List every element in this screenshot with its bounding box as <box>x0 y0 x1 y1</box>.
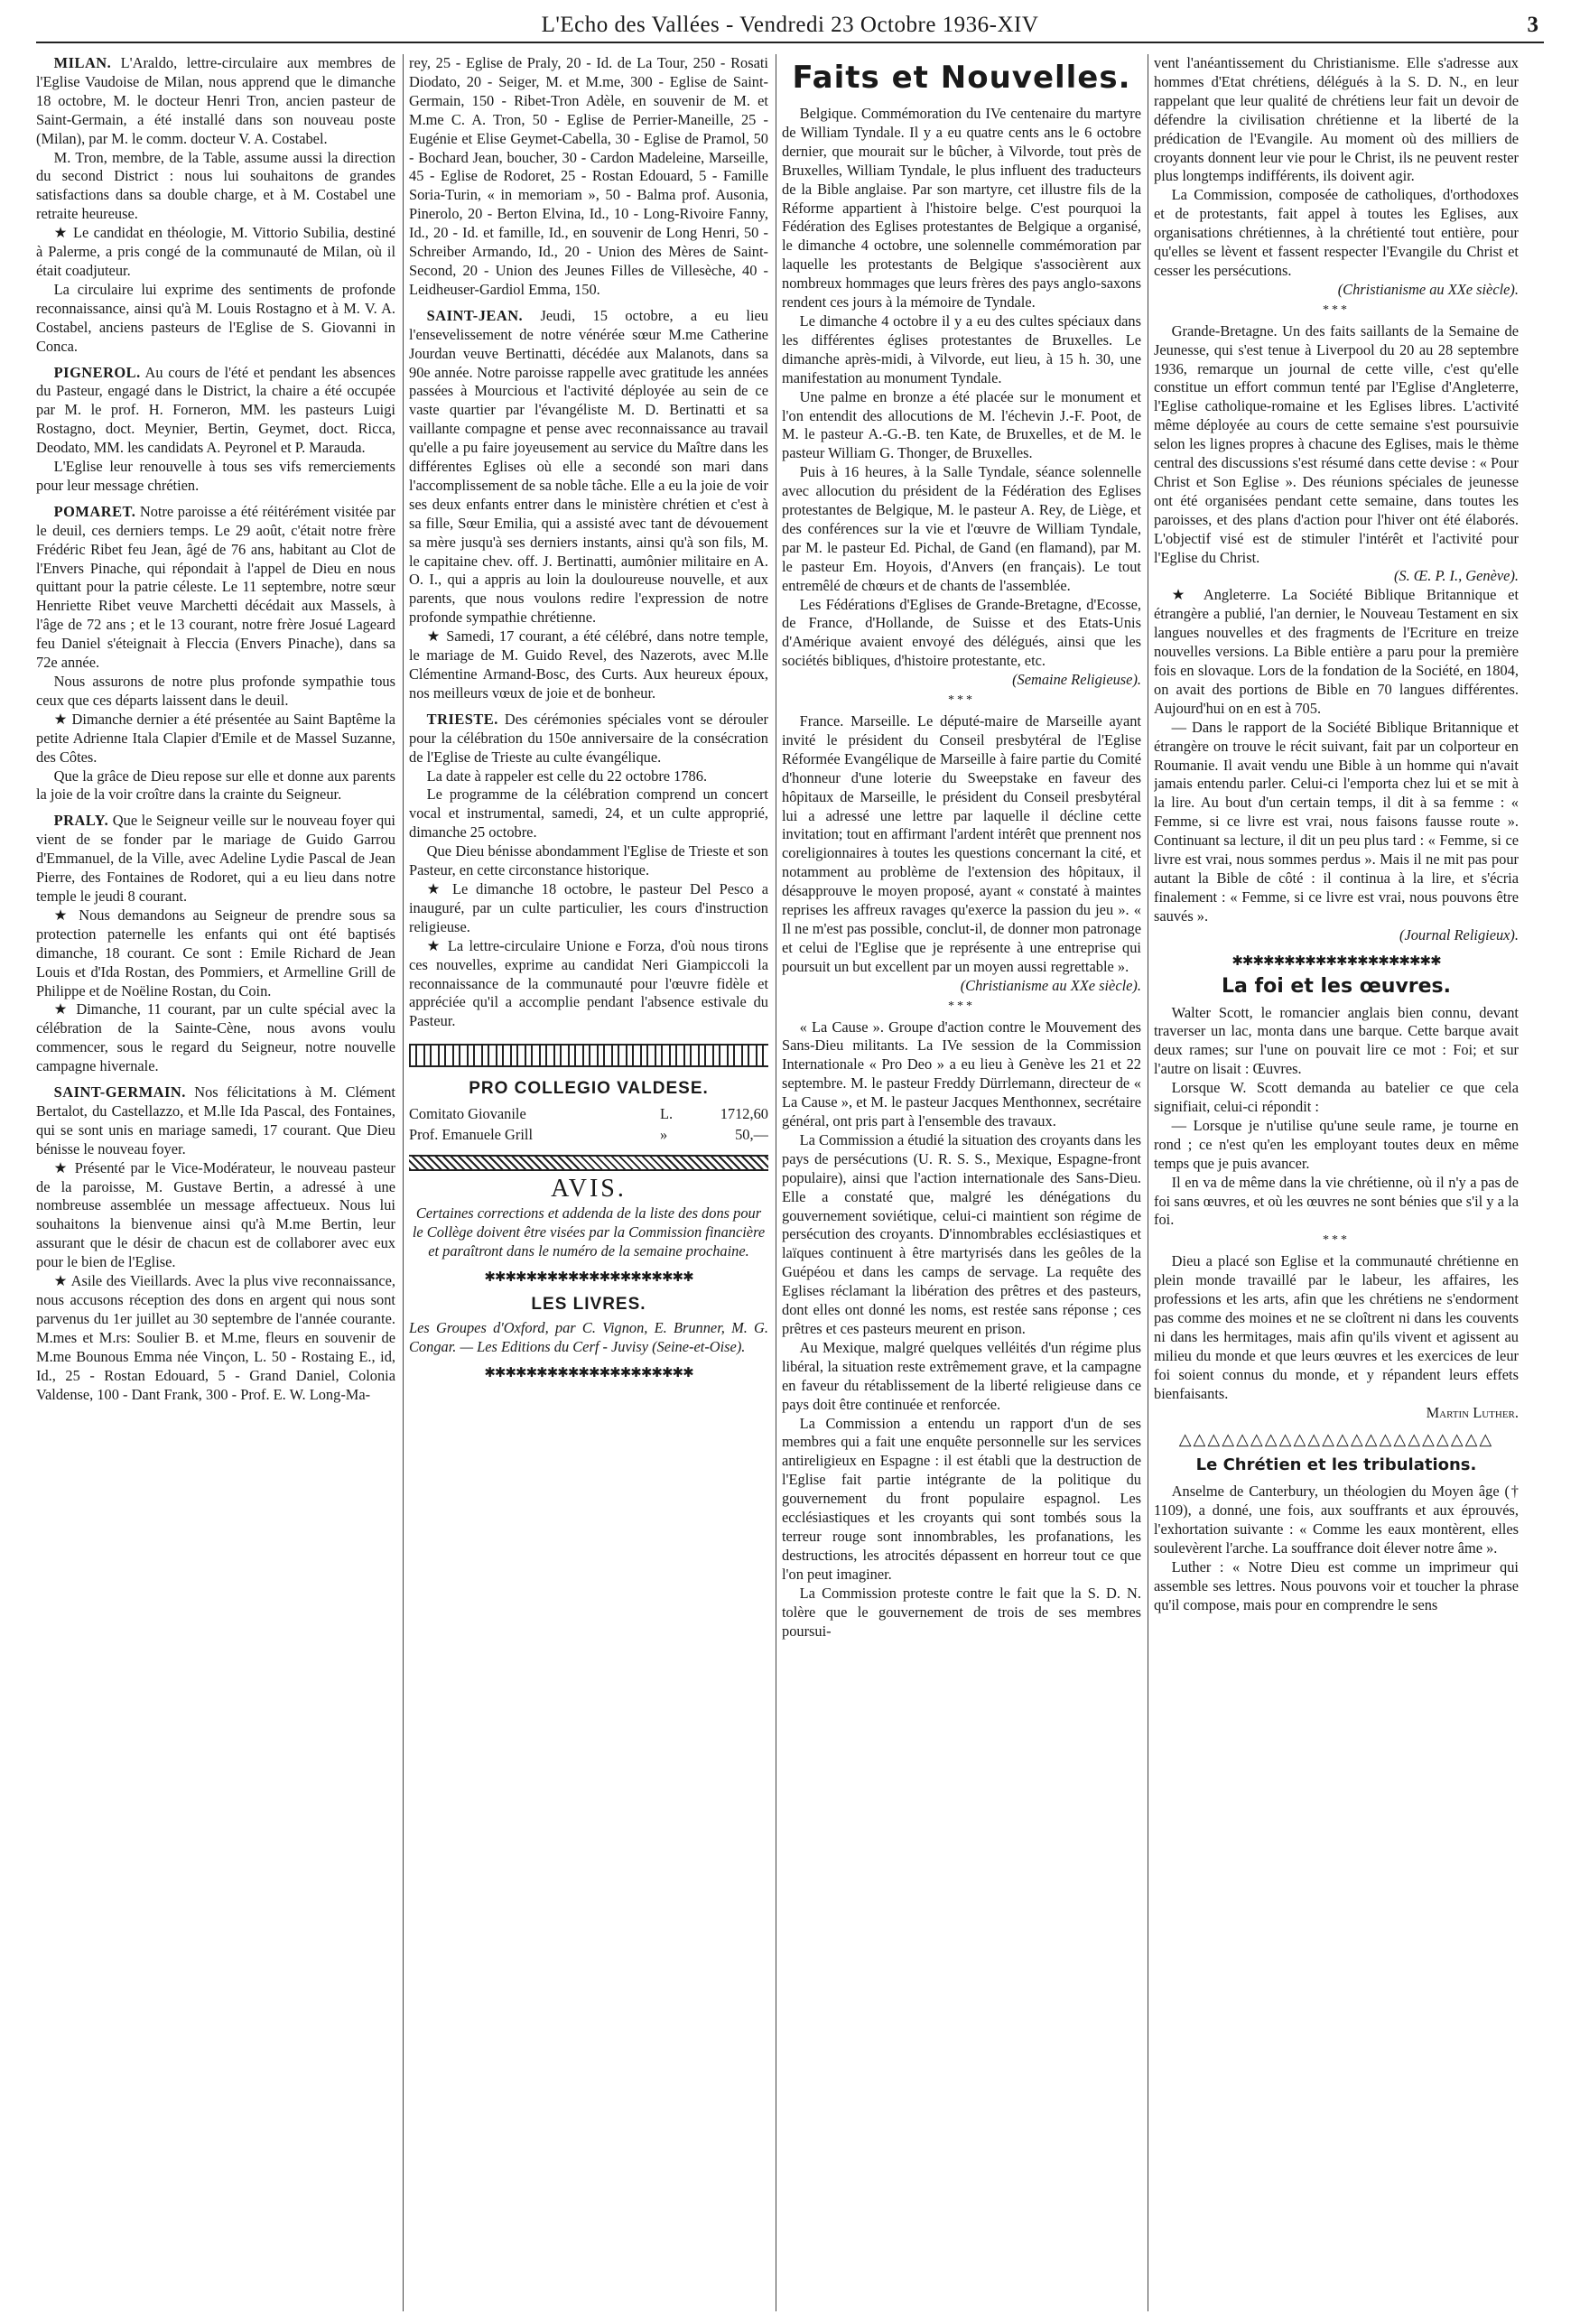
paragraph: Que Dieu bénisse abondamment l'Eglise de Trieste et son Pasteur, en cette circonstance historique. <box>409 842 768 879</box>
paragraph: La Commission proteste contre le fait que la S. D. N. tolère que le gouvernement de trois de ses membres poursui- <box>782 1584 1141 1640</box>
paragraph: — Lorsque je n'utilise qu'une seule rame, je tourne en rond ; ce n'est qu'en les employant toutes deux en même temps que je puis avancer. <box>1154 1116 1519 1172</box>
column-1 <box>36 54 395 2311</box>
place-name: SAINT-GERMAIN. <box>53 1083 186 1102</box>
paragraph: ★ Nous demandons au Seigneur de prendre sous sa protection paternelle les enfants qui ont été baptisés dimanche, 18 courant. Ce sont : Emile Richard de Jean Louis et d'Ida Rostan, des Pommiers, et Armelline Grill de Philippe et de Noëline Rostan, du Coin. <box>36 906 395 999</box>
separator: *** <box>948 693 975 708</box>
paragraph: M. Tron, membre, de la Table, assume aussi la direction du second District : nous lui souhaitons de grandes satisfactions dans sa double charge, et à M. Costabel une retraite heureuse. <box>36 148 395 223</box>
paragraph: La Commission a entendu un rapport d'un de ses membres qui a fait une enquête personnelle sur les services antireligieux en Espagne : il est établi que la destruction de l'Eglise fait partie intégrante de la politique du gouvernement du front populaire espagnol. Les ecclésiastiques et les croyants qui sont tombés sous la terreur rouge sont innombrables, les profanations, les destructions, les atrocités dépassent en horreur tout ce que l'on peut imaginer. <box>782 1414 1141 1583</box>
paragraph: La date à rappeler est celle du 22 octobre 1786. <box>426 767 708 785</box>
paragraph: La Commission, composée de catholiques, d'orthodoxes et de protestants, fait appel à toutes les Eglises, aux organisations chrétiennes, à la chrétienté tout entière, pour qu'elles se lèvent et fassent respecter l'Evangile du Christ et cesser les persécutions. <box>1154 186 1519 279</box>
column-4 <box>1154 54 1519 2311</box>
paragraph: « La Cause ». Groupe d'action contre le Mouvement des Sans-Dieu militants. La IVe session de la Commission Internationale « Pro Deo » a eu lieu à Genève les 21 et 22 septembre. M. le pasteur Freddy Dürrlemann, directeur de « La Cause », et M. le pasteur Jacques Menthonnex, secrétaire général, ont pris part à l'ensemble des travaux. <box>782 1018 1141 1130</box>
donor-name: Prof. Emanuele Grill <box>409 1126 534 1144</box>
paragraph: vent l'anéantissement du Christianisme. Elle s'adresse aux hommes d'Etat chrétiens, délégués à la S. D. N., en leur rappelant que leur qualité de chrétiens leur fait un devoir de défendre la civilisation chrétienne et la liberté de la prédication de l'Evangile. Au moment où des milliers de croyants donnent leur vie pour le Christ, ils ne peuvent rester plus longtemps indifférents, ils doivent agir. <box>1154 54 1519 185</box>
place-name: PRALY. <box>53 812 109 830</box>
table-row <box>409 1104 768 1125</box>
place-name: TRIESTE. <box>426 710 498 728</box>
paragraph: Dieu a placé son Eglise et la communauté chrétienne en plein monde travaillé par le labeur, les affaires, les professions et les arts, afin que les chrétiens ne s'endorment pas comme des moines et ne se cloîtrent ni dans les couvents ni dans les hermitages, mais afin qu'ils vivent et agissent au milieu du monde et que leurs œuvres et les exercices de leur foi soient connus du monde, et y répandent leurs effets bienfaisants. <box>1154 1252 1519 1402</box>
page-number: 3 <box>1527 13 1538 37</box>
column-3 <box>782 54 1141 2311</box>
paragraph: ★ Asile des Vieillards. Avec la plus vive reconnaissance, nous accusons réception des dons en argent qui nous sont parvenus du 1er juillet au 30 septembre de l'année courante. M.mes et M.rs: Soulier B. et M.me, fleurs en souvenir de M.me Bounous Emma née Vinçon, L. 50 - Rostaing E., id, Id., 25 - Rostan Edouard, 5 - Grand Daniel, Colonia Valdense, 100 - Dant Frank, 300 - Prof. E. W. Long-Ma- <box>36 1272 395 1403</box>
article-milan: MILAN. L'Araldo, lettre-circulaire aux membres de l'Eglise Vaudoise de Milan, nous apprend que le dimanche 18 octobre, M. le docteur Henri Tron, ancien pasteur de Saint-Germain, a été installé dans son nouveau poste (Milan), par M. le comm. docteur V. A. Costabel. <box>36 54 395 147</box>
citation: (S. Œ. P. I., Genève). <box>1393 567 1519 585</box>
article-saint-germain: SAINT-GERMAIN. Nos félicitations à M. Clément Bertalot, du Castellazzo, et M.lle Ida Pascal, des Fontaines, qui se sont unis en mariage samedi, 17 courant. Que Dieu bénisse le nouveau foyer. <box>36 1083 395 1157</box>
masthead-title: L'Echo des Vallées - Vendredi 23 Octobre 1936-XIV <box>541 13 1039 37</box>
currency: » <box>660 1126 668 1144</box>
paragraph: Les Fédérations d'Eglises de Grande-Bretagne, d'Ecosse, de France, d'Hollande, de Suisse et des Etats-Unis d'Amérique avaient envoyé des délégués, ainsi que les sociétés bibliques, d'histoire protestante, etc. <box>782 595 1141 670</box>
place-name: POMARET. <box>53 502 136 520</box>
separator: *** <box>1323 1233 1350 1248</box>
paragraph: ★ Le candidat en théologie, M. Vittorio Subilia, destiné à Palerme, a pris congé de la communauté de Milan, où il était coadjuteur. <box>36 224 395 279</box>
paragraph: Walter Scott, le romancier anglais bien connu, devant traverser un lac, monta dans une barque. Cette barque avait deux rames; sur l'une on pouvait lire ce mot : Foi; et sur l'autre on lisait : Œuvres. <box>1154 1003 1519 1078</box>
amount: 50,— <box>735 1126 768 1144</box>
ornamental-border: ✱✱✱✱✱✱✱✱✱✱✱✱✱✱✱✱✱✱✱✱ <box>484 1366 693 1381</box>
paragraph: Anselme de Canterbury, un théologien du Moyen âge († 1109), a donné, une fois, aux souffrants et aux éprouvés, l'exhortation suivante : « Comme les eaux montèrent, elles soulevèrent l'arche. La souffrance doit élever notre âme ». <box>1154 1483 1519 1557</box>
ornamental-border: △△△△△△△△△△△△△△△△△△△△△△ <box>1178 1431 1494 1448</box>
avis-heading: AVIS. <box>551 1174 627 1203</box>
paragraph: — Dans le rapport de la Société Biblique Britannique et étrangère on trouve le récit suivant, fait par un colporteur en Roumanie. Il avait vendu une Bible à un homme qui n'avait jamais entendu parler. Celui-ci l'emporta chez lui et se mit à la lire. Au bout d'un certain temps, il dit à sa femme : « Femme, si ce livre est vrai, nous faisons fausse route ». Continuant sa lecture, il dit un peu plus tard : « Femme, si ce livre est vrai, nous sommes perdus ». Mais il ne mit pas pour autant la Bible de côté : il continua à la lire, et s'écria finalement : « Femme, si ce livre est vrai, nous pouvons être sauvés ». <box>1154 718 1519 925</box>
collegio-heading: PRO COLLEGIO VALDESE. <box>469 1079 709 1099</box>
paragraph: Luther : « Notre Dieu est comme un imprimeur qui assemble ses lettres. Nous pouvons voir et toucher la phrase qu'il compose, mais pour en comprendre le sens <box>1154 1557 1519 1613</box>
ornamental-border: ✱✱✱✱✱✱✱✱✱✱✱✱✱✱✱✱✱✱✱✱ <box>484 1269 693 1285</box>
paragraph: Que la grâce de Dieu repose sur elle et donne aux parents la joie de la voir croître dans la crainte du Seigneur. <box>36 767 395 804</box>
paragraph: ★ Angleterre. La Société Biblique Britannique et étrangère a publié, l'an dernier, le Nouveau Testament en six langues nouvelles et des fragments de l'Ecriture en treize nouvelles versions. La Bible entière a paru pour la première fois en slovaque. Lors de la fondation de la Société, en 1804, on avait des portions de Bible en 70 langues différentes. Aujourd'hui on en est à 705. <box>1154 586 1519 717</box>
paragraph: Au Mexique, malgré quelques velléités d'un régime plus libéral, la situation reste extrêmement grave, et la campagne en faveur du rétablissement de la liberté religieuse dans ce pays doit être continuée et renforcée. <box>782 1338 1141 1413</box>
currency: L. <box>660 1105 674 1123</box>
donations-table <box>409 1104 768 1146</box>
paragraph: France. Marseille. Le député-maire de Marseille ayant invité le président du Conseil presbytéral de l'Eglise Réformée Evangélique de Marseille à faire partie du Comité d'honneur d'une loterie du Sweepstake en faveur des hôpitaux de Marseille, le président du Conseil presbytéral lui a adressé une lettre par laquelle il décline cette invitation; tout en affirmant l'ardent intérêt que prennent nos coreligionnaires à toutes les questions concernant la cité, et notamment au problème de l'extension des hôpitaux, il désapprouve le moyen proposé, ayant « constaté à maintes reprises les affreux ravages qu'exerce la passion du jeu ». « Il ne m'est pas possible, conclut-il, de donner mon patronage et celui de l'Eglise que je représente à une entreprise qui poursuit un but excellent par un moyen aussi regrettable ». <box>782 712 1141 975</box>
article-saint-jean: SAINT-JEAN. Jeudi, 15 octobre, a eu lieu l'ensevelissement de notre vénérée sœur M.me Catherine Jourdan veuve Bertinatti, décédée aux Malanots, dans sa 90e année. Notre paroisse rappelle avec gratitude les années passées à Mourcious et l'activité déployée au sein de ce vaste quartier par l'évangéliste M. D. Bertinatti et sa vaillante compagne et pense avec reconnaissance au travail qu'elle a pu faire joyeusement au service du Maître dans les différentes Eglises où elle a secondé son mari dans l'accomplissement de sa noble tâche. Elle a eu la joie de voir ses deux enfants entrer dans le ministère chrétien et c'est à sa fille, Sœur Emilia, qui a assisté avec tant de dévouement sa mère jusqu'à ses derniers instants, ainsi qu'à son fils, M. le capitaine chev. off. J. Bertinatti, aumônier militaire en A. O. I., qui a appris au loin la douloureuse nouvelle, et aux parents, que nous voulons redire l'expression de notre profonde sympathie chrétienne. <box>409 306 768 627</box>
paragraph: Puis à 16 heures, à la Salle Tyndale, séance solennelle avec allocution du président de la Fédération des Eglises protestantes de Belgique, M. le pasteur A. Rey, de Liège, et des conférences sur la vie et l'œuvre de William Tyndale, par M. le pasteur Ed. Pichal, de Gand (en flamand), par M. le pasteur Em. Hoyois, d'Anvers (en français). Le tout entremêlé de chœurs et de chants de l'assemblée. <box>782 463 1141 594</box>
paragraph: ★ Dimanche dernier a été présentée au Saint Baptême la petite Adrienne Itala Clapier d'Emile et de Massel Suzanne, des Côtes. <box>36 710 395 766</box>
donor-name: Comitato Giovanile <box>409 1105 526 1123</box>
paragraph: ★ Présenté par le Vice-Modérateur, le nouveau pasteur de la paroisse, M. Gustave Bertin, a adressé à une nombreuse assemblée un message affectueux. Nous lui souhaitons la bienvenue ainsi qu'à M.me Bertin, leur assurant que le désir de chacun est de collaborer avec eux pour le bien de l'Eglise. <box>36 1158 395 1271</box>
paragraph: Lorsque W. Scott demanda au batelier ce que cela signifiait, celui-ci répondit : <box>1154 1079 1519 1116</box>
table-row <box>409 1125 768 1146</box>
paragraph: Nous assurons de notre plus profonde sympathie tous ceux que ces départs laissent dans le deuil. <box>36 673 395 709</box>
avis-text: Certaines corrections et addenda de la liste des dons pour le Collège doivent être visées par la Commission financière et paraîtront dans le numéro de la semaine prochaine. <box>412 1204 766 1260</box>
signature: Martin Luther. <box>1426 1403 1519 1421</box>
section-title: La foi et les œuvres. <box>1221 974 1452 998</box>
section-title: Le Chrétien et les tribulations. <box>1195 1455 1477 1475</box>
paragraph: La circulaire lui exprime des sentiments de profonde reconnaissance, ainsi qu'à M. Louis Rostagno et à M. V. A. Costabel, anciens pasteurs de l'Eglise de S. Giovanni in Conca. <box>36 280 395 355</box>
article-praly: PRALY. Que le Seigneur veille sur le nouveau foyer qui vient de se fonder par le mariage de Guido Garrou d'Emmanuel, de la Ville, avec Adeline Lydie Pascal de Jean Pierre, des Fontaines de Rodoret, qui a eu lieu dans notre temple le jeudi 8 courant. <box>36 812 395 905</box>
paragraph: ★ Le dimanche 18 octobre, le pasteur Del Pesco a inauguré, par un culte particulier, les cours d'instruction religieuse. <box>409 879 768 935</box>
ornamental-border: ✱✱✱✱✱✱✱✱✱✱✱✱✱✱✱✱✱✱✱✱ <box>1231 953 1441 969</box>
section-title: Faits et Nouvelles. <box>792 60 1131 96</box>
paragraph: ★ Samedi, 17 courant, a été célébré, dans notre temple, le mariage de M. Guido Revel, des Nazerots, avec M.lle Clémentine Armand-Bosc, des Curts. Aux heureux époux, nos meilleurs vœux de joie et de bonheur. <box>409 627 768 702</box>
article-pignerol: PIGNEROL. Au cours de l'été et pendant les absences du Pasteur, engagé dans le District, la chaire a été occupée par M. le prof. H. Forneron, MM. les pasteurs Luigi Rostagno, doct. Meynier, Bertin, Geymet, doct. Ricca, Deodato, MM. les candidats A. Peyronel et P. Marauda. <box>36 363 395 457</box>
column-rule <box>403 54 404 2311</box>
paragraph: rey, 25 - Eglise de Praly, 20 - Id. de La Tour, 250 - Rosati Diodato, 20 - Seiger, M. et M.me, 300 - Eglise de Saint-Germain, 150 - Ribet-Tron Adèle, en souvenir de M. et M.me C. A. Tron, 50 - Eglise de Perrier-Maneille, 25 - Eugénie et Elise Geymet-Cabella, 30 - Eglise de Pramol, 50 - Bochard Jean, boucher, 30 - Cardon Madeleine, Marseille, 45 - Eglise de Rodoret, 25 - Rostan Edouard, 5 - Famille Soria-Turin, « in memoriam », 50 - Balma prof. Ausonia, Pinerolo, 20 - Berton Elvina, Id., 10 - Long-Rivoire Fanny, Id., 20 - Id. et famille, Id., en souvenir de Long Henri, 50 - Schreiber Armando, Id., 20 - Union des Mères de Saint-Second, 20 - Union des Jeunes Filles de Villesèche, 40 - Leidheuser-Gardiol Emma, 150. <box>409 54 768 298</box>
paragraph: Le programme de la célébration comprend un concert vocal et instrumental, samedi, 24, et un culte approprié, dimanche 25 octobre. <box>409 786 768 841</box>
column-2 <box>409 54 768 2311</box>
paragraph: L'Eglise leur renouvelle à tous ses vifs remerciements pour leur message chrétien. <box>36 458 395 494</box>
paragraph: La Commission a étudié la situation des croyants dans les pays de persécutions (U. R. S. S., Mexique, Espagne-front populaire), ainsi que l'action internationale des Sans-Dieu. Elle a constaté que, malgré les dénégations du gouvernement soviétique, celui-ci maintient son régime de persécution des croyants. D'innombrables ecclésiastiques et laïques continuent à être martyrisés dans les geôles de la Guépéou et dans les camps de servage. La requête des Eglises réclamant la libération des prêtres et des pasteurs, dont elles ont donné les noms, est restée sans réponse ; ces prêtres et ces pasteurs meurent en prison. <box>782 1130 1141 1337</box>
paragraph: Il en va de même dans la vie chrétienne, où il n'y a pas de foi sans œuvres, et où les œuvres ne sont bénies que s'il y a la foi. <box>1154 1173 1519 1229</box>
masthead <box>36 11 1544 43</box>
livres-text: Les Groupes d'Oxford, par C. Vignon, E. Brunner, M. G. Congar. — Les Editions du Cerf - Juvisy (Seine-et-Oise). <box>409 1319 768 1356</box>
paragraph: Grande-Bretagne. Un des faits saillants de la Semaine de Jeunesse, qui s'est tenue à Liverpool du 20 au 28 septembre 1936, remarque un journal de cette ville, c'est qu'elle constitue un effort commun tenté par l'Eglise d'Angleterre, l'Eglise catholique-romaine et les Eglises libres. L'activité même déployée au cours de cette semaine s'est poursuivie selon les lignes propres à chacune des Eglises, mais le thème central des discussions s'est résumé dans cette devise : « Pour Christ et Son Eglise ». Des réunions spéciales de jeunesse ont été organisées pendant cette semaine, dans toutes les paroisses, et des plans d'action pour l'hiver ont été élaborés. L'objectif visé est de stimuler l'intérêt et l'activité pour l'Eglise du Christ. <box>1154 321 1519 566</box>
article-trieste: TRIESTE. Des cérémonies spéciales vont se dérouler pour la célébration du 150e anniversaire de la consécration de l'Eglise de Trieste au culte évangélique. <box>409 710 768 766</box>
place-name: PIGNEROL. <box>53 363 141 381</box>
livres-heading: LES LIVRES. <box>531 1294 646 1314</box>
citation: (Journal Religieux). <box>1399 925 1519 944</box>
paragraph: Belgique. Commémoration du IVe centenaire du martyre de William Tyndale. Il y a eu quatre cents ans le 6 octobre dernier, que mourait sur le bûcher, à Vilvorde, tout près de Bruxelles, William Tyndale, le plus influent des traducteurs de la Bible anglaise. Par son martyre, cet illustre fils de la Réforme appartient à l'histoire belge. C'est pourquoi la Fédération des Eglises protestantes de Belgique a organisé, le dimanche 4 octobre, une solennelle commémoration par laquelle les protestants de Belgique s'associèrent aux nombreux hommages que leurs frères des pays anglo-saxons rendent ces jours à la mémoire de Tyndale. <box>782 105 1141 311</box>
ornamental-border <box>409 1044 768 1067</box>
paragraph: ★ La lettre-circulaire Unione e Forza, d'où nous tirons ces nouvelles, exprime au candidat Neri Giampiccoli la reconnaissance de la communauté pour l'œuvre fidèle et appréciée qu'il a accomplie pendant l'absence estivale du Pasteur. <box>409 936 768 1030</box>
paragraph: ★ Dimanche, 11 courant, par un culte spécial avec la célébration de la Sainte-Cène, nous avons voulu commencer, sous le regard du Seigneur, notre nouvelle campagne hivernale. <box>36 1000 395 1075</box>
place-name: SAINT-JEAN. <box>426 306 524 324</box>
citation: (Christianisme au XXe siècle). <box>1337 280 1519 298</box>
citation: (Christianisme au XXe siècle). <box>960 976 1141 994</box>
place-name: MILAN. <box>53 54 112 71</box>
citation: (Semaine Religieuse). <box>1012 671 1141 689</box>
separator: *** <box>1323 302 1350 317</box>
paragraph: Le dimanche 4 octobre il y a eu des cultes spéciaux dans les différentes églises protestantes de Bruxelles. Le dimanche après-midi, à Vilvorde, eut lieu, à 15 h. 30, une manifestation au monument Tyndale. <box>782 311 1141 386</box>
article-pomaret: POMARET. Notre paroisse a été réitérément visitée par le deuil, ces derniers temps. Le 29 août, c'était notre frère Frédéric Ribet feu Jean, âgé de 76 ans, habitant au Clot de l'Envers Pinache, qui répondait à l'appel de Dieu en nous quittant pour la patrie céleste. Le 11 septembre, notre sœur Henriette Ribet veuve Marchetti décédait aux Massels, à l'âge de 72 ans ; et le 13 courant, notre frère Josué Lageard feu Daniel s'éteignait à Fleccia (Envers Pinache), dans sa 72e année. <box>36 502 395 672</box>
paragraph: Une palme en bronze a été placée sur le monument et l'on entendit des allocutions de M. l'échevin J.-F. Poot, de M. le pasteur A.-G.-B. ten Kate, de Bruxelles, et de M. le pasteur William G. Thonger, de Bruxelles. <box>782 387 1141 462</box>
separator: *** <box>948 999 975 1013</box>
ornamental-border <box>409 1155 768 1171</box>
amount: 1712,60 <box>720 1105 768 1123</box>
